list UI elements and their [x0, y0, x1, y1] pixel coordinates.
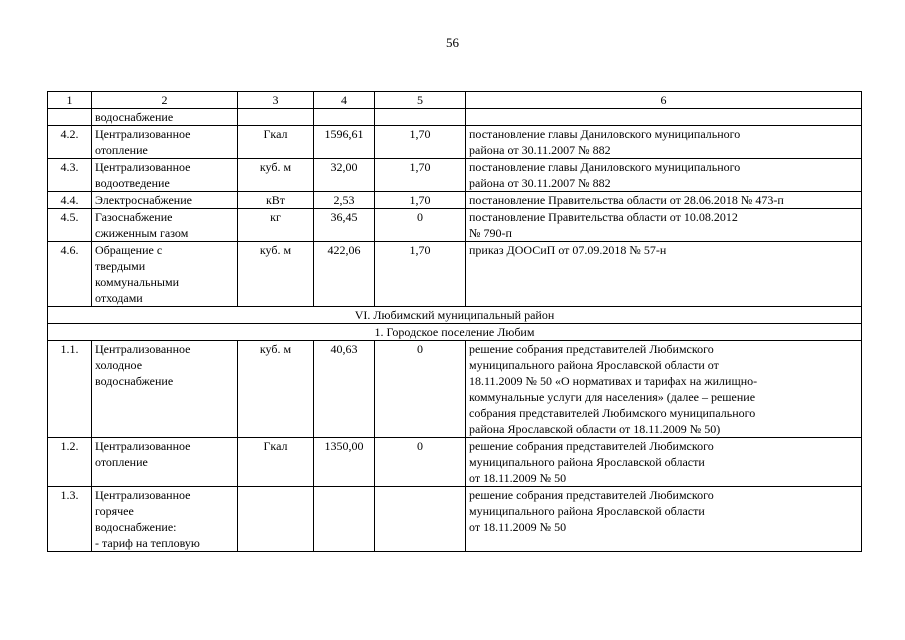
- norm-value-cell: 422,06: [314, 242, 375, 307]
- row-number-cell: 1.3.: [48, 487, 92, 552]
- document-cell: решение собрания представителей Любимского муниципального района Ярославской области от 18.11.2009 № 50: [466, 487, 862, 552]
- table-row: [48, 126, 862, 159]
- service-name-cell: Централизованное отопление: [92, 438, 238, 487]
- continuation-row: [48, 109, 862, 126]
- row-number-cell: 4.5.: [48, 209, 92, 242]
- unit-cell: [238, 487, 314, 552]
- subsection-row: [48, 324, 862, 341]
- table-row: [48, 192, 862, 209]
- norm-value-cell: 1596,61: [314, 126, 375, 159]
- coefficient-cell: 1,70: [375, 192, 466, 209]
- norm-value-cell: [314, 487, 375, 552]
- norm-value-cell: 2,53: [314, 192, 375, 209]
- service-name-cell: Электроснабжение: [92, 192, 238, 209]
- norm-value-cell: 40,63: [314, 341, 375, 438]
- column-header: 5: [375, 92, 466, 109]
- coefficient-cell: 0: [375, 341, 466, 438]
- table-header-row: [48, 92, 862, 109]
- section-title: VI. Любимский муниципальный район: [48, 307, 862, 324]
- coefficient-cell: 0: [375, 438, 466, 487]
- page-number: 56: [446, 35, 459, 50]
- row-number-cell: 4.4.: [48, 192, 92, 209]
- service-name-cell: Централизованное холодное водоснабжение: [92, 341, 238, 438]
- document-cell: постановление главы Даниловского муниципального района от 30.11.2007 № 882: [466, 126, 862, 159]
- norm-value-cell: 32,00: [314, 159, 375, 192]
- document-cell: постановление Правительства области от 10.08.2012 № 790-п: [466, 209, 862, 242]
- row-number-cell: 4.3.: [48, 159, 92, 192]
- coefficient-cell: 1,70: [375, 126, 466, 159]
- norm-value-cell: 36,45: [314, 209, 375, 242]
- coefficient-cell: 1,70: [375, 159, 466, 192]
- unit-cell: куб. м: [238, 242, 314, 307]
- column-header: 6: [466, 92, 862, 109]
- norm-value-cell: 1350,00: [314, 438, 375, 487]
- column-header: 1: [48, 92, 92, 109]
- table-row: [48, 487, 862, 552]
- service-name-cell: Централизованное водоотведение: [92, 159, 238, 192]
- service-name-cell: водоснабжение: [92, 109, 238, 126]
- service-name-cell: Централизованное отопление: [92, 126, 238, 159]
- row-number-cell: 1.2.: [48, 438, 92, 487]
- coefficient-cell: 1,70: [375, 242, 466, 307]
- table-row: [48, 438, 862, 487]
- service-name-cell: Централизованное горячее водоснабжение: - тариф на тепловую: [92, 487, 238, 552]
- row-number-cell: 4.6.: [48, 242, 92, 307]
- section-row: [48, 307, 862, 324]
- column-header: 3: [238, 92, 314, 109]
- unit-cell: Гкал: [238, 126, 314, 159]
- document-cell: приказ ДООСиП от 07.09.2018 № 57-н: [466, 242, 862, 307]
- row-number-cell: 1.1.: [48, 341, 92, 438]
- unit-cell: кВт: [238, 192, 314, 209]
- coefficient-cell: 0: [375, 209, 466, 242]
- document-cell: решение собрания представителей Любимского муниципального района Ярославской области от 18.11.2009 № 50 «О нормативах и тарифах на жилищно- коммунальные услуги для населения» (далее – решение собрания представителей Любимского муниципального района Ярославской области от 18.11.2009 № 50): [466, 341, 862, 438]
- column-header: 4: [314, 92, 375, 109]
- document-cell: постановление главы Даниловского муниципального района от 30.11.2007 № 882: [466, 159, 862, 192]
- unit-cell: кг: [238, 209, 314, 242]
- norms-table: [47, 91, 862, 552]
- unit-cell: куб. м: [238, 159, 314, 192]
- service-name-cell: Газоснабжение сжиженным газом: [92, 209, 238, 242]
- unit-cell: куб. м: [238, 341, 314, 438]
- column-header: 2: [92, 92, 238, 109]
- coefficient-cell: [375, 487, 466, 552]
- table-row: [48, 242, 862, 307]
- table-row: [48, 159, 862, 192]
- subsection-title: 1. Городское поселение Любим: [48, 324, 862, 341]
- unit-cell: Гкал: [238, 438, 314, 487]
- table-row: [48, 209, 862, 242]
- table-row: [48, 341, 862, 438]
- row-number-cell: 4.2.: [48, 126, 92, 159]
- document-cell: постановление Правительства области от 28.06.2018 № 473-п: [466, 192, 862, 209]
- document-cell: решение собрания представителей Любимского муниципального района Ярославской области от 18.11.2009 № 50: [466, 438, 862, 487]
- service-name-cell: Обращение с твердыми коммунальными отходами: [92, 242, 238, 307]
